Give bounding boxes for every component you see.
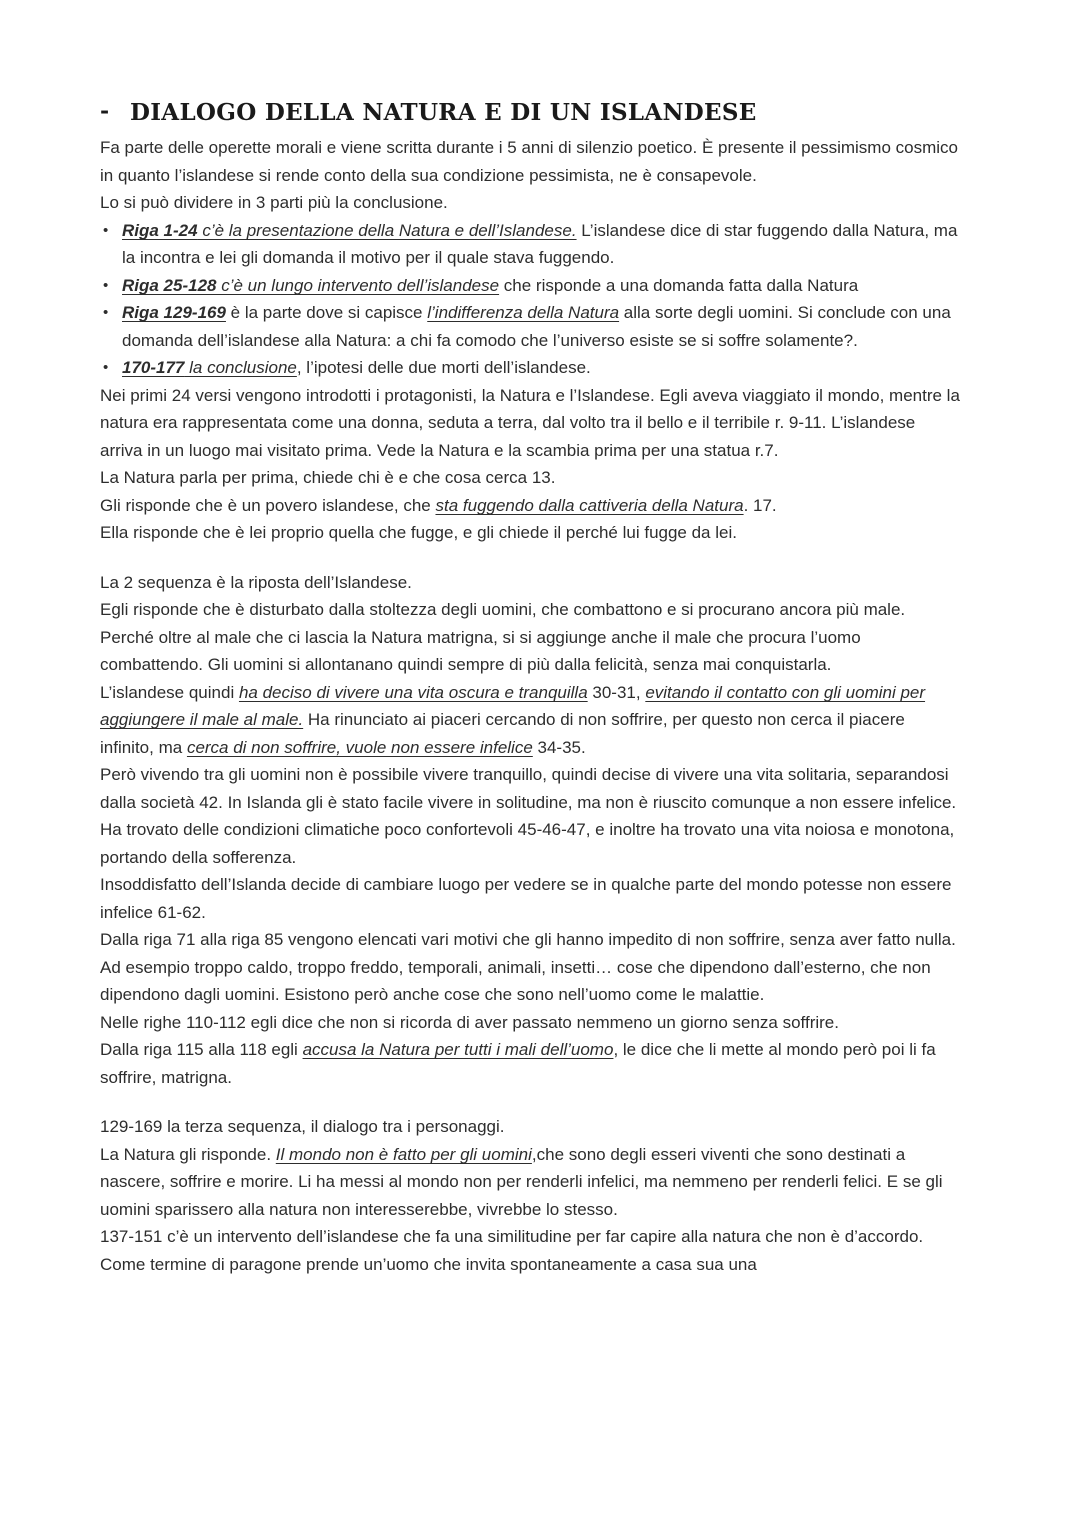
- text-segment: Riga 1-24: [122, 220, 198, 240]
- bullet-icon: •: [103, 221, 109, 239]
- text-segment: alla sorte degli uomini. Si conclude con una domanda dell’islandese alla Natura: a chi fa comodo che l’universo esiste se si soffre solamente?.: [122, 303, 951, 350]
- text-segment: Però vivendo tra gli uomini non è possibile vivere tranquillo, quindi decise di vivere una vita solitaria, separandosi dalla società 42. In Islanda gli è stato facile vivere in solitudine, ma non è riuscito comunque a non essere infelice. Ha trovato delle condizioni climatiche poco confortevoli 45-46-47, e inoltre ha trovato una vita noiosa e monotona, portando della sofferenza.: [100, 765, 957, 867]
- text-segment: L’islandese quindi: [100, 682, 239, 702]
- bullet-text: [122, 354, 960, 382]
- text-segment: La 2 sequenza è la riposta dell’Islandese.: [100, 572, 412, 592]
- bullet-icon: •: [103, 359, 109, 376]
- bullet-item: [100, 272, 960, 300]
- text-segment: c’è la presentazione della Natura e dell’Islandese.: [197, 220, 577, 240]
- text-segment: Nelle righe 110-112 egli dice che non si ricorda di aver passato nemmeno un giorno senza soffrire.: [100, 1012, 839, 1032]
- text-segment: , le dice che li mette al mondo però poi li fa soffrire, matrigna.: [100, 1040, 936, 1087]
- paragraph: [100, 596, 960, 679]
- text-segment: sta fuggendo dalla cattiveria della Natura: [435, 495, 744, 515]
- paragraph: [100, 464, 960, 492]
- paragraph: [100, 761, 960, 871]
- text-segment: Riga 129-169: [122, 303, 226, 322]
- text-segment: evitando il contatto con gli uomini per aggiungere il male al male.: [100, 682, 926, 729]
- bullet-icon: •: [103, 276, 109, 294]
- text-segment: Il mondo non è fatto per gli uomini: [275, 1144, 532, 1164]
- text-segment: 170-177: [122, 358, 185, 377]
- paragraph: [100, 1223, 960, 1278]
- blank-line: [100, 547, 960, 569]
- text-segment: accusa la Natura per tutti i mali dell’uomo: [302, 1040, 614, 1059]
- paragraph: [100, 1036, 960, 1091]
- text-segment: Dalla riga 71 alla riga 85 vengono elencati vari motivi che gli hanno impedito di non soffrire, senza aver fatto nulla. Ad esempio troppo caldo, troppo freddo, temporali, animali, insetti… cose che dipendono dall’esterno, che non dipendono dagli uomini. Esistono però anche cose che sono nell’uomo come le malattie.: [100, 930, 956, 1004]
- paragraph: [100, 926, 960, 1009]
- text-segment: la conclusione: [184, 358, 297, 377]
- document-title: [100, 98, 985, 128]
- document-body: [100, 134, 960, 1278]
- paragraph: [100, 382, 960, 465]
- text-segment: che risponde a una domanda fatta dalla Natura: [499, 275, 859, 295]
- paragraph: [100, 519, 960, 547]
- bullet-text: [122, 217, 960, 272]
- text-segment: Egli risponde che è disturbato dalla stoltezza degli uomini, che combattono e si procurano ancora più male. Perché oltre al male che ci lascia la Natura matrigna, si si aggiunge anche il male che procura l’uomo combattendo. Gli uomini si allontanano quindi sempre di più dalla felicità, senza mai conquistarla.: [100, 600, 906, 674]
- paragraph: [100, 679, 960, 762]
- bullet-icon: •: [103, 304, 109, 321]
- bullet-item: [100, 299, 960, 354]
- title-dash: -: [100, 98, 110, 124]
- text-segment: 34-35.: [532, 737, 586, 757]
- text-segment: cerca di non soffrire, vuole non essere infelice: [186, 737, 533, 757]
- bullet-text: [122, 299, 960, 354]
- text-segment: La Natura gli risponde.: [100, 1144, 276, 1164]
- text-segment: c’è un lungo intervento dell’islandese: [216, 275, 500, 295]
- text-segment: Insoddisfatto dell’Islanda decide di cambiare luogo per vedere se in qualche parte del mondo potesse non essere infelice 61-62.: [100, 875, 952, 922]
- text-segment: L’islandese dice di star fuggendo dalla Natura, ma la incontra e lei gli domanda il motivo per il quale stava fuggendo.: [122, 220, 958, 267]
- text-segment: Nei primi 24 versi vengono introdotti i protagonisti, la Natura e l’Islandese. Egli aveva viaggiato il mondo, mentre la natura era rappresentata come una donna, seduta a terra, dal volto tra il bello e il terribile r. 9-11. L’islandese arriva in un luogo mai visitato prima. Vede la Natura e la scambia prima per una statua r.7.: [100, 385, 960, 460]
- bullet-item: [100, 354, 960, 382]
- paragraph: [100, 569, 960, 597]
- text-segment: Ella risponde che è lei proprio quella che fugge, e gli chiede il perché lui fugge da lei.: [100, 523, 737, 542]
- paragraph: [100, 1113, 960, 1141]
- text-segment: l’indifferenza della Natura: [427, 303, 620, 322]
- text-segment: ha deciso di vivere una vita oscura e tranquilla: [238, 682, 588, 702]
- text-segment: 129-169 la terza sequenza, il dialogo tra i personaggi.: [100, 1117, 505, 1136]
- paragraph: [100, 1009, 960, 1037]
- text-segment: Gli risponde che è un povero islandese, che: [100, 495, 436, 515]
- bullet-item: [100, 217, 960, 272]
- text-segment: , l’ipotesi delle due morti dell’islandese.: [296, 358, 591, 377]
- text-segment: La Natura parla per prima, chiede chi è e che cosa cerca 13.: [100, 468, 556, 487]
- paragraph: [100, 492, 960, 520]
- page-title: DIALOGO DELLA NATURA E DI UN ISLANDESE: [130, 99, 757, 126]
- text-segment: Fa parte delle operette morali e viene scritta durante i 5 anni di silenzio poetico. È presente il pessimismo cosmico in quanto l’islandese si rende conto della sua condizione pessimista, ne è consapevole.: [100, 138, 958, 185]
- text-segment: 137-151 c’è un intervento dell’islandese che fa una similitudine per far capire alla natura che non è d’accordo. Come termine di paragone prende un’uomo che invita spontaneamente a casa sua una: [100, 1227, 924, 1274]
- text-segment: Ha rinunciato ai piaceri cercando di non soffrire, per questo non cerca il piacere infinito, ma: [100, 710, 905, 757]
- paragraph: [100, 871, 960, 926]
- paragraph: [100, 189, 960, 217]
- bullet-text: [122, 272, 960, 300]
- blank-line: [100, 1091, 960, 1113]
- text-segment: 30-31,: [587, 682, 646, 702]
- paragraph: [100, 134, 960, 189]
- text-segment: ,che sono degli esseri viventi che sono destinati a nascere, soffrire e morire. Li ha messi al mondo non per renderli infelici, ma nemmeno per renderli felici. E se gli uomini sparissero alla natura non interesserebbe, vivrebbe lo stesso.: [100, 1144, 943, 1219]
- text-segment: Lo si può dividere in 3 parti più la conclusione.: [100, 193, 448, 212]
- text-segment: Dalla riga 115 alla 118 egli: [100, 1040, 303, 1059]
- text-segment: è la parte dove si capisce: [225, 303, 428, 322]
- text-segment: . 17.: [743, 495, 777, 515]
- paragraph: [100, 1141, 960, 1224]
- text-segment: Riga 25-128: [122, 275, 217, 295]
